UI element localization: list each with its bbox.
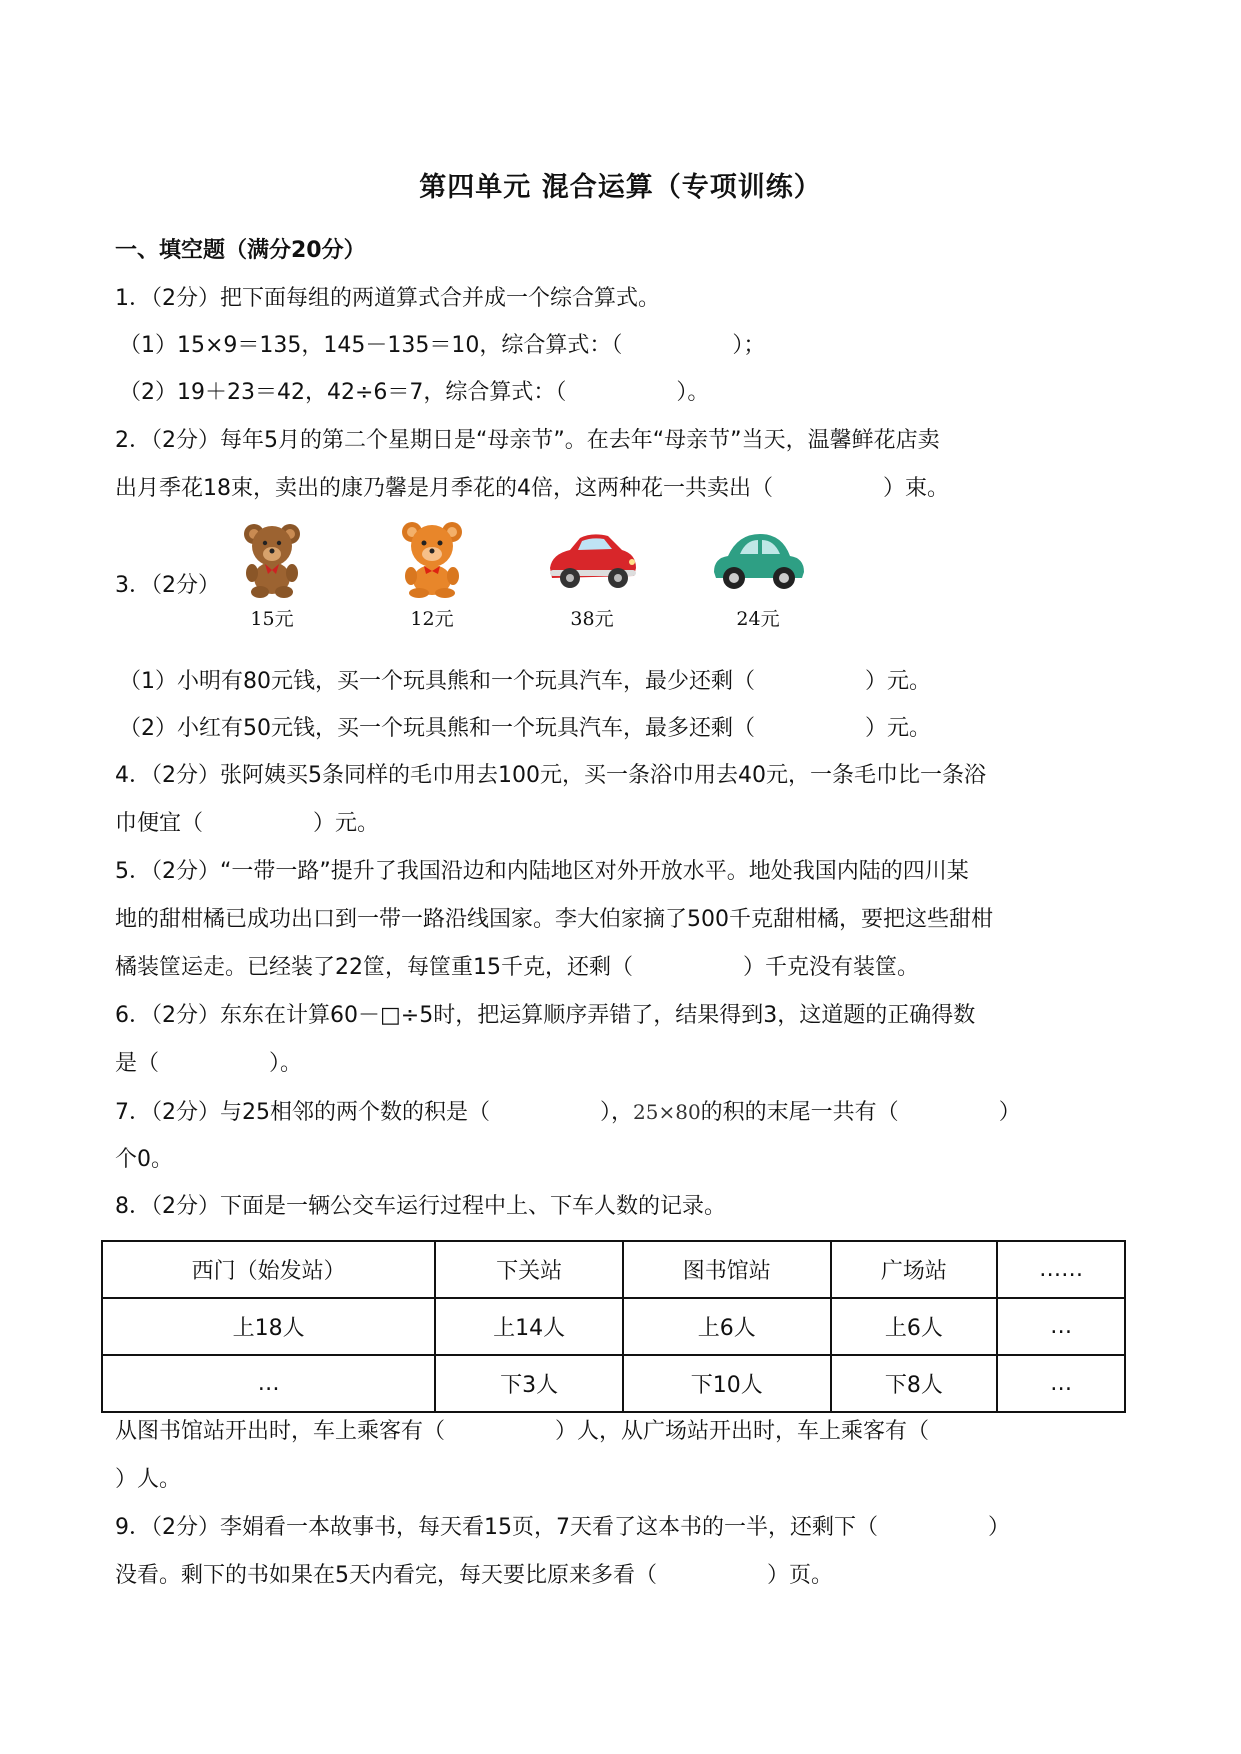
q7-text-a: 7．（2分）与25相邻的两个数的积是（ <box>115 1100 490 1125</box>
red-car-icon <box>542 518 642 598</box>
green-car-icon <box>708 518 808 598</box>
q8-text-b: ）人，从广场站开出时，车上乘客有（ <box>555 1419 930 1444</box>
q1-p1-text: （1）15×9＝135，145－135＝10，综合算式：（ <box>119 333 623 358</box>
table-cell: 上6人 <box>831 1298 998 1355</box>
toy-item-orange-bear <box>372 518 492 631</box>
question-4-line-1: 4．（2分）张阿姨买5条同样的毛巾用去100元，买一条浴巾用去40元，一条毛巾比一条浴 <box>115 763 986 788</box>
table-cell: 图书馆站 <box>623 1241 831 1298</box>
table-cell: 上14人 <box>435 1298 623 1355</box>
q7-end: ） <box>998 1100 1021 1125</box>
q2-text: 出月季花18束，卖出的康乃馨是月季花的4倍，这两种花一共卖出（ <box>115 476 773 501</box>
table-cell: 上18人 <box>102 1298 435 1355</box>
table-cell: … <box>102 1355 435 1412</box>
q9-text-b: 没看。剩下的书如果在5天内看完，每天要比原来多看（ <box>115 1563 657 1588</box>
toy-item-green-car <box>698 518 818 631</box>
q8-text-a: 从图书馆站开出时，车上乘客有（ <box>115 1419 446 1444</box>
q3-p1-end: ）元。 <box>865 669 932 694</box>
q7-text-b: ）， <box>600 1100 634 1125</box>
question-9-line-2 <box>115 1561 1135 1591</box>
toy-price-3: 38元 <box>570 608 614 630</box>
q8-end: ）人。 <box>115 1467 182 1492</box>
table-cell: … <box>997 1355 1125 1412</box>
question-8-stem: 8．（2分）下面是一辆公交车运行过程中上、下车人数的记录。 <box>115 1194 726 1219</box>
table-cell: 上6人 <box>623 1298 831 1355</box>
table-cell: 广场站 <box>831 1241 998 1298</box>
question-3-part-2 <box>119 714 1139 744</box>
q9-end-2: ）页。 <box>767 1563 834 1588</box>
toy-item-red-car <box>532 518 652 631</box>
question-3-label: 3．（2分） <box>115 573 220 598</box>
question-8-after-line-2 <box>115 1465 1135 1495</box>
q4-end: ）元。 <box>313 811 380 836</box>
q3-p2-end: ）元。 <box>865 716 932 741</box>
question-5-line-3 <box>115 953 1135 983</box>
question-4-line-2 <box>115 809 1135 839</box>
q7-text-c: 的积的末尾一共有（ <box>700 1100 899 1125</box>
page-title: 第四单元 混合运算（专项训练） <box>419 172 822 203</box>
table-row <box>102 1241 1125 1298</box>
q3-p1-text: （1）小明有80元钱，买一个玩具熊和一个玩具汽车，最少还剩（ <box>119 669 755 694</box>
question-2-line-2 <box>115 474 1135 504</box>
question-1-part-1 <box>119 331 1139 361</box>
table-cell: 西门（始发站） <box>102 1241 435 1298</box>
q5-text: 橘装筐运走。已经装了22筐，每筐重15千克，还剩（ <box>115 955 633 980</box>
q3-p2-text: （2）小红有50元钱，买一个玩具熊和一个玩具汽车，最多还剩（ <box>119 716 755 741</box>
q6-text: 是（ <box>115 1051 160 1076</box>
question-3-part-1 <box>119 667 1139 697</box>
question-2-line-1: 2．（2分）每年5月的第二个星期日是“母亲节”。在去年“母亲节”当天，温馨鲜花店卖 <box>115 428 940 453</box>
question-9-line-1 <box>115 1513 1135 1543</box>
teddy-bear-orange-icon <box>392 518 472 598</box>
question-7-line-1 <box>115 1097 1135 1128</box>
question-1-stem: 1．（2分）把下面每组的两道算式合并成一个综合算式。 <box>115 286 660 311</box>
q1-p2-end: ）。 <box>676 380 710 405</box>
teddy-bear-brown-icon <box>232 518 312 598</box>
toy-price-4: 24元 <box>736 608 780 630</box>
table-cell: 下关站 <box>435 1241 623 1298</box>
question-5-line-1: 5．（2分）“一带一路”提升了我国沿边和内陆地区对外开放水平。地处我国内陆的四川某 <box>115 859 969 884</box>
q9-end-1: ） <box>988 1515 1011 1540</box>
section-heading-fill-blank: 一、填空题（满分20分） <box>115 238 366 263</box>
question-6-line-1: 6．（2分）东东在计算60－□÷5时，把运算顺序弄错了，结果得到3，这道题的正确得数 <box>115 1003 976 1028</box>
q6-end: ）。 <box>269 1051 303 1076</box>
table-cell: … <box>997 1298 1125 1355</box>
table-row <box>102 1355 1125 1412</box>
question-6-line-2 <box>115 1049 1135 1079</box>
question-5-line-2: 地的甜柑橘已成功出口到一带一路沿线国家。李大伯家摘了500千克甜柑橘，要把这些甜柑 <box>115 907 993 932</box>
q4-text: 巾便宜（ <box>115 811 204 836</box>
toy-price-1: 15元 <box>250 608 294 630</box>
q9-text-a: 9．（2分）李娟看一本故事书，每天看15页，7天看了这本书的一半，还剩下（ <box>115 1515 878 1540</box>
q2-end: ）束。 <box>883 476 950 501</box>
table-row <box>102 1298 1125 1355</box>
q1-p1-end: ）； <box>732 333 766 358</box>
q5-end: ）千克没有装筐。 <box>743 955 920 980</box>
q7-formula: 25×80 <box>633 1100 701 1124</box>
bus-record-table <box>101 1240 1126 1413</box>
toy-item-brown-bear <box>212 518 332 631</box>
table-cell: 下8人 <box>831 1355 998 1412</box>
table-cell: 下3人 <box>435 1355 623 1412</box>
table-cell: 下10人 <box>623 1355 831 1412</box>
question-1-part-2 <box>119 378 1139 408</box>
question-7-line-2: 个0。 <box>115 1147 173 1172</box>
q1-p2-text: （2）19＋23＝42，42÷6＝7，综合算式：（ <box>119 380 567 405</box>
table-cell: …… <box>997 1241 1125 1298</box>
question-8-after-line-1 <box>115 1417 1135 1447</box>
toy-price-2: 12元 <box>410 608 454 630</box>
